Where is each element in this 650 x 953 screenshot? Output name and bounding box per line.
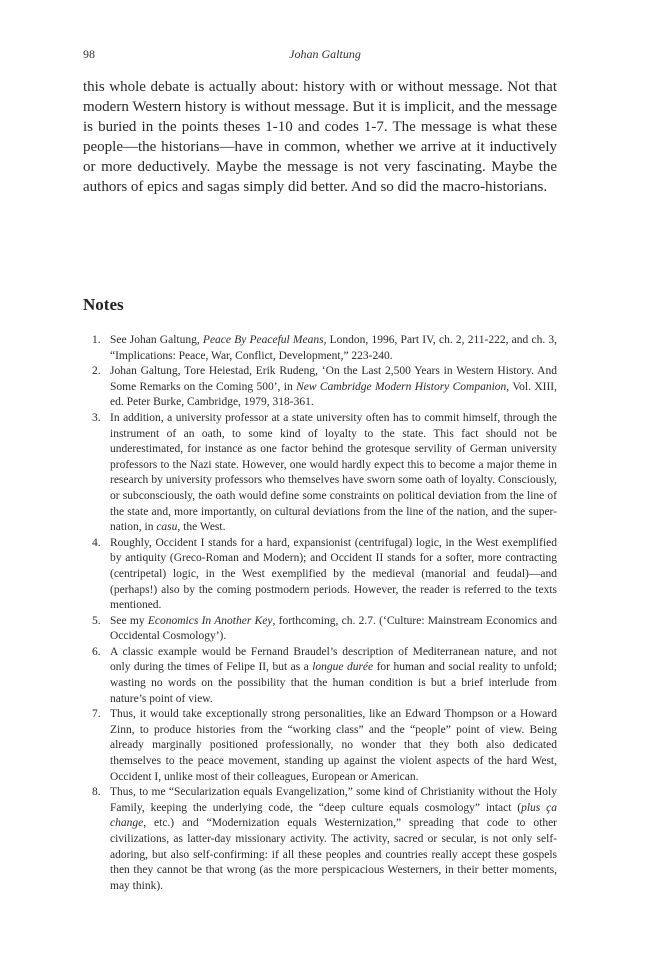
note-italic-title: New Cambridge Modern History Companion — [296, 380, 507, 393]
note-item — [92, 707, 557, 785]
note-text-segment: for human and social reality to unfold; wasting no words on the possibility that the human condition is but a brief interlude from nature’s point of view. — [110, 661, 557, 705]
note-text-segment: , Vol. XIII, ed. Peter Burke, Cambridge, 1979, 318-361. — [110, 380, 557, 409]
note-text — [110, 646, 557, 705]
note-number: 3. — [92, 411, 101, 424]
note-italic-title: Economics In Another Key — [147, 614, 273, 627]
note-text-segment: Thus, it would take exceptionally strong personalities, like an Edward Thompson or a Howard Zinn, to produce histories from the “working class” and the “people” point of view. Being already marginally positioned professionally, no wonder that they both also dedicated themselves to the peace movement, standing up against the violent aspects of the hard West, Occident I, unlike most of their colleagues, European or American. — [110, 708, 557, 783]
note-text-segment: Johan Galtung, Tore Heiestad, Erik Rudeng, ‘On the Last 2,500 Years in Western History. And Some Remarks on the Coming 500’, in — [110, 365, 557, 393]
note-number: 7. — [92, 708, 101, 721]
note-text-segment: See my — [110, 614, 148, 627]
note-number: 8. — [92, 786, 101, 799]
note-text-segment: , London, 1996, Part IV, ch. 2, 211-222, and ch. 3, “Implications: Peace, War, Conflict, Development,” 223-240. — [110, 334, 558, 362]
note-text-segment: A classic example would be Fernand Braudel’s description of Mediterranean nature, and not only during the times of Felipe II, but as a — [110, 645, 557, 674]
note-text — [110, 334, 557, 362]
note-text-segment: , etc.) and “Modernization equals Westernization,” spreading that code to other civilizations, as latter-day missionary activity. The activity, sacred or secular, is not only self-adoring, but also self-confirming: if all these peoples and countries really accept these gospels then they cannot be that wrong (as the more perspicacious Westerners, in their better moments, may think). — [110, 817, 557, 892]
note-number: 6. — [92, 645, 101, 658]
note-text-segment: , forthcoming, ch. 2.7. (‘Culture: Mainstream Economics and Occidental Cosmology’). — [110, 614, 557, 643]
note-text — [110, 365, 557, 408]
notes-heading: Notes — [83, 295, 124, 314]
running-head: Johan Galtung — [289, 47, 361, 61]
note-text — [110, 786, 557, 892]
note-text-segment: See Johan Galtung, — [110, 334, 203, 346]
page-number: 98 — [83, 47, 95, 61]
note-text — [110, 708, 557, 782]
note-text-segment: Roughly, Occident I stands for a hard, expansionist (centrifugal) logic, in the West exemplified by antiquity (Greco-Roman and Modern); and Occident II stands for a softer, more contracting (centripetal) logic, in the West exemplified by the medieval (manorial and feudal)—and (perhaps!) also by the coming postmodern periods. However, the reader is referred to the texts mentioned. — [110, 536, 557, 612]
note-text — [110, 412, 557, 533]
note-number: 4. — [92, 536, 101, 549]
note-item — [92, 536, 557, 614]
note-item — [92, 785, 557, 894]
note-text — [110, 615, 557, 643]
note-number: 1. — [92, 334, 101, 346]
notes-list — [92, 333, 557, 894]
note-item — [92, 333, 557, 364]
note-italic-title: casu — [156, 521, 178, 534]
note-item — [92, 645, 557, 707]
note-text — [110, 537, 557, 611]
note-italic-title: plus ça change — [110, 801, 557, 830]
note-item — [92, 614, 557, 645]
note-number: 2. — [92, 365, 101, 378]
note-item — [92, 364, 557, 411]
note-italic-title: longue durée — [312, 661, 374, 674]
note-item — [92, 411, 557, 536]
note-italic-title: Peace By Peaceful Means — [202, 334, 324, 346]
note-number: 5. — [92, 614, 101, 627]
note-text-segment: In addition, a university professor at a state university often has to commit himself, through the instrument of an oath, to some kind of loyalty to the state. This fact should not be underestimated, for instance as one factor behind the grotesque servility of German university professors to the Nazi state. However, one would hardly expect this to become a major theme in research by university professors who themselves have sworn some oath of loyalty. Consciously, or subconsciously, the oath would define some constraints on political deviation from the line of the state and, more importantly, on cultural deviations from the line of the nation, and the super-nation, in — [110, 411, 557, 534]
note-text-segment: Thus, to me “Secularization equals Evangelization,” some kind of Christianity without the Holy Family, keeping the underlying code, the “deep culture equals cosmology” intact ( — [110, 786, 557, 814]
note-text-segment: , the West. — [177, 521, 226, 534]
body-paragraph: this whole debate is actually about: history with or without message. Not that modern Western history is without message. But it is implicit, and the message is buried in the points theses 1-10 and codes 1-7. The message is what these people—the historians—have in common, whether we arrive at it inductively or more deductively. Maybe the message is not very fascinating. Maybe the authors of epics and sagas simply did better. And so did the macro-historians. — [83, 79, 557, 195]
